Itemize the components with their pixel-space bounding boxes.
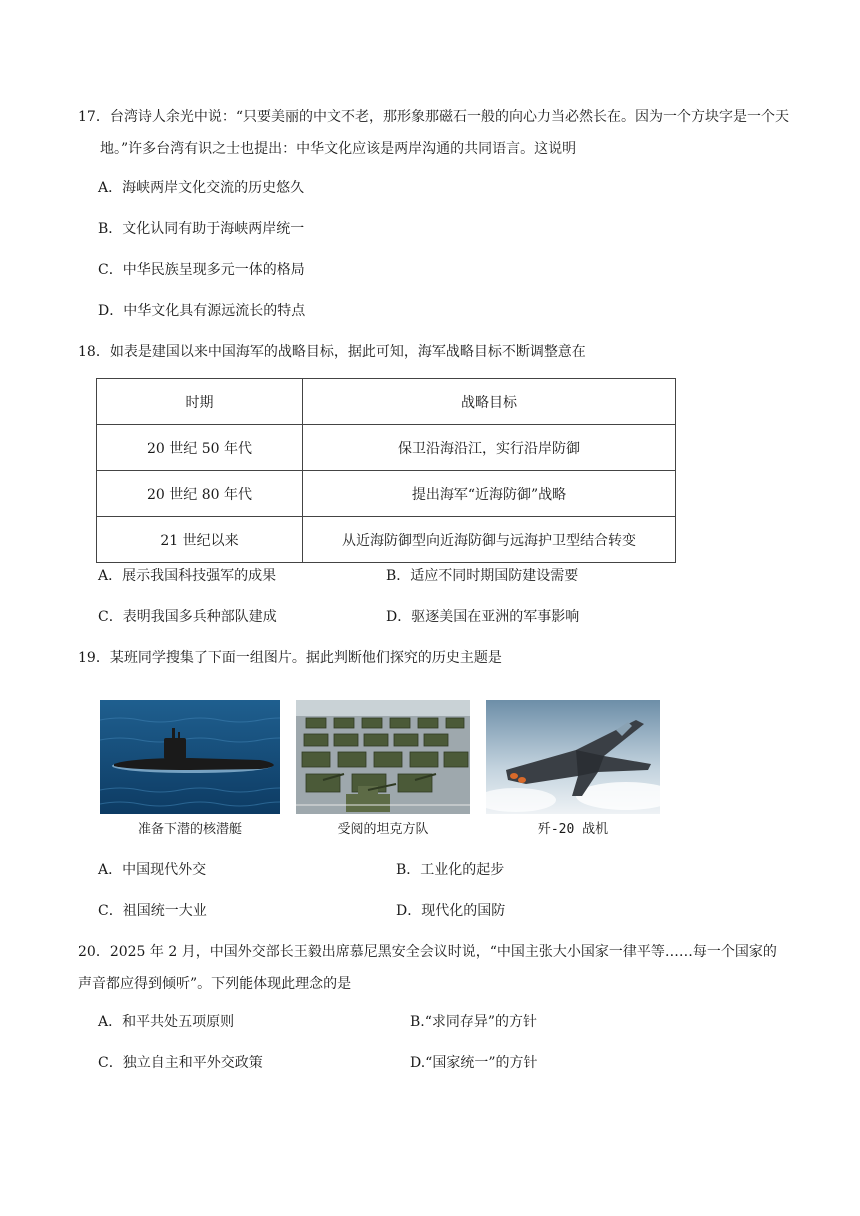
q17-option-b: B．文化认同有助于海峡两岸统一 [98, 221, 305, 237]
tank-formation-image [296, 700, 470, 814]
j20-fighter-image [486, 700, 660, 814]
caption-tanks: 受阅的坦克方队 [337, 822, 429, 837]
q20-option-c: C．独立自主和平外交政策 [98, 1055, 263, 1071]
q20-option-d: D.“国家统一”的方针 [410, 1055, 538, 1071]
caption-j20: 歼-20 战机 [537, 822, 609, 837]
q19-option-a: A．中国现代外交 [98, 862, 207, 878]
table-row [97, 517, 676, 563]
question-17-text: 17．台湾诗人余光中说：“只要美丽的中文不老，那形象那磁石一般的向心力当必然长在。因为一个方块字是一个天地。”许多台湾有识之士也提出：中华文化应该是两岸沟通的共同语言。这说明 [78, 109, 789, 157]
q19-option-c: C．祖国统一大业 [98, 903, 207, 919]
q18-option-b: B．适应不同时期国防建设需要 [386, 568, 579, 584]
question-18-stem: 18．如表是建国以来中国海军的战略目标，据此可知，海军战略目标不断调整意在 [78, 344, 586, 360]
table-cell-period: 20 世纪 80 年代 [97, 471, 303, 517]
question-17-stem [78, 101, 790, 165]
q17-option-d: D．中华文化具有源远流长的特点 [98, 303, 306, 319]
q17-option-c: C．中华民族呈现多元一体的格局 [98, 262, 305, 278]
q18-option-d: D．驱逐美国在亚洲的军事影响 [386, 609, 580, 625]
table-header-goal: 战略目标 [303, 379, 676, 425]
q19-option-b: B．工业化的起步 [396, 862, 505, 878]
table-cell-period: 20 世纪 50 年代 [97, 425, 303, 471]
table-row [97, 471, 676, 517]
question-20-text: 20．2025 年 2 月，中国外交部长王毅出席慕尼黑安全会议时说，“中国主张大小国家一律平等……每一个国家的声音都应得到倾听”。下列能体现此理念的是 [78, 944, 777, 992]
table-cell-goal: 保卫沿海沿江，实行沿岸防御 [303, 425, 676, 471]
question-19-stem: 19．某班同学搜集了下面一组图片。据此判断他们探究的历史主题是 [78, 650, 502, 666]
q18-option-c: C．表明我国多兵种部队建成 [98, 609, 277, 625]
table-cell-period: 21 世纪以来 [97, 517, 303, 563]
caption-submarine: 准备下潜的核潜艇 [137, 822, 242, 837]
question-20-stem [78, 936, 790, 1000]
navy-strategy-table [96, 378, 676, 563]
table-row [97, 425, 676, 471]
table-cell-goal: 提出海军“近海防御”战略 [303, 471, 676, 517]
q20-option-a: A．和平共处五项原则 [98, 1014, 235, 1030]
q20-option-b: B.“求同存异”的方针 [410, 1014, 538, 1030]
table-header-row [97, 379, 676, 425]
table-header-period: 时期 [97, 379, 303, 425]
q19-option-d: D．现代化的国防 [396, 903, 506, 919]
table-cell-goal: 从近海防御型向近海防御与远海护卫型结合转变 [303, 517, 676, 563]
q17-option-a: A．海峡两岸文化交流的历史悠久 [98, 180, 305, 196]
q18-option-a: A．展示我国科技强军的成果 [98, 568, 277, 584]
submarine-image [100, 700, 280, 814]
